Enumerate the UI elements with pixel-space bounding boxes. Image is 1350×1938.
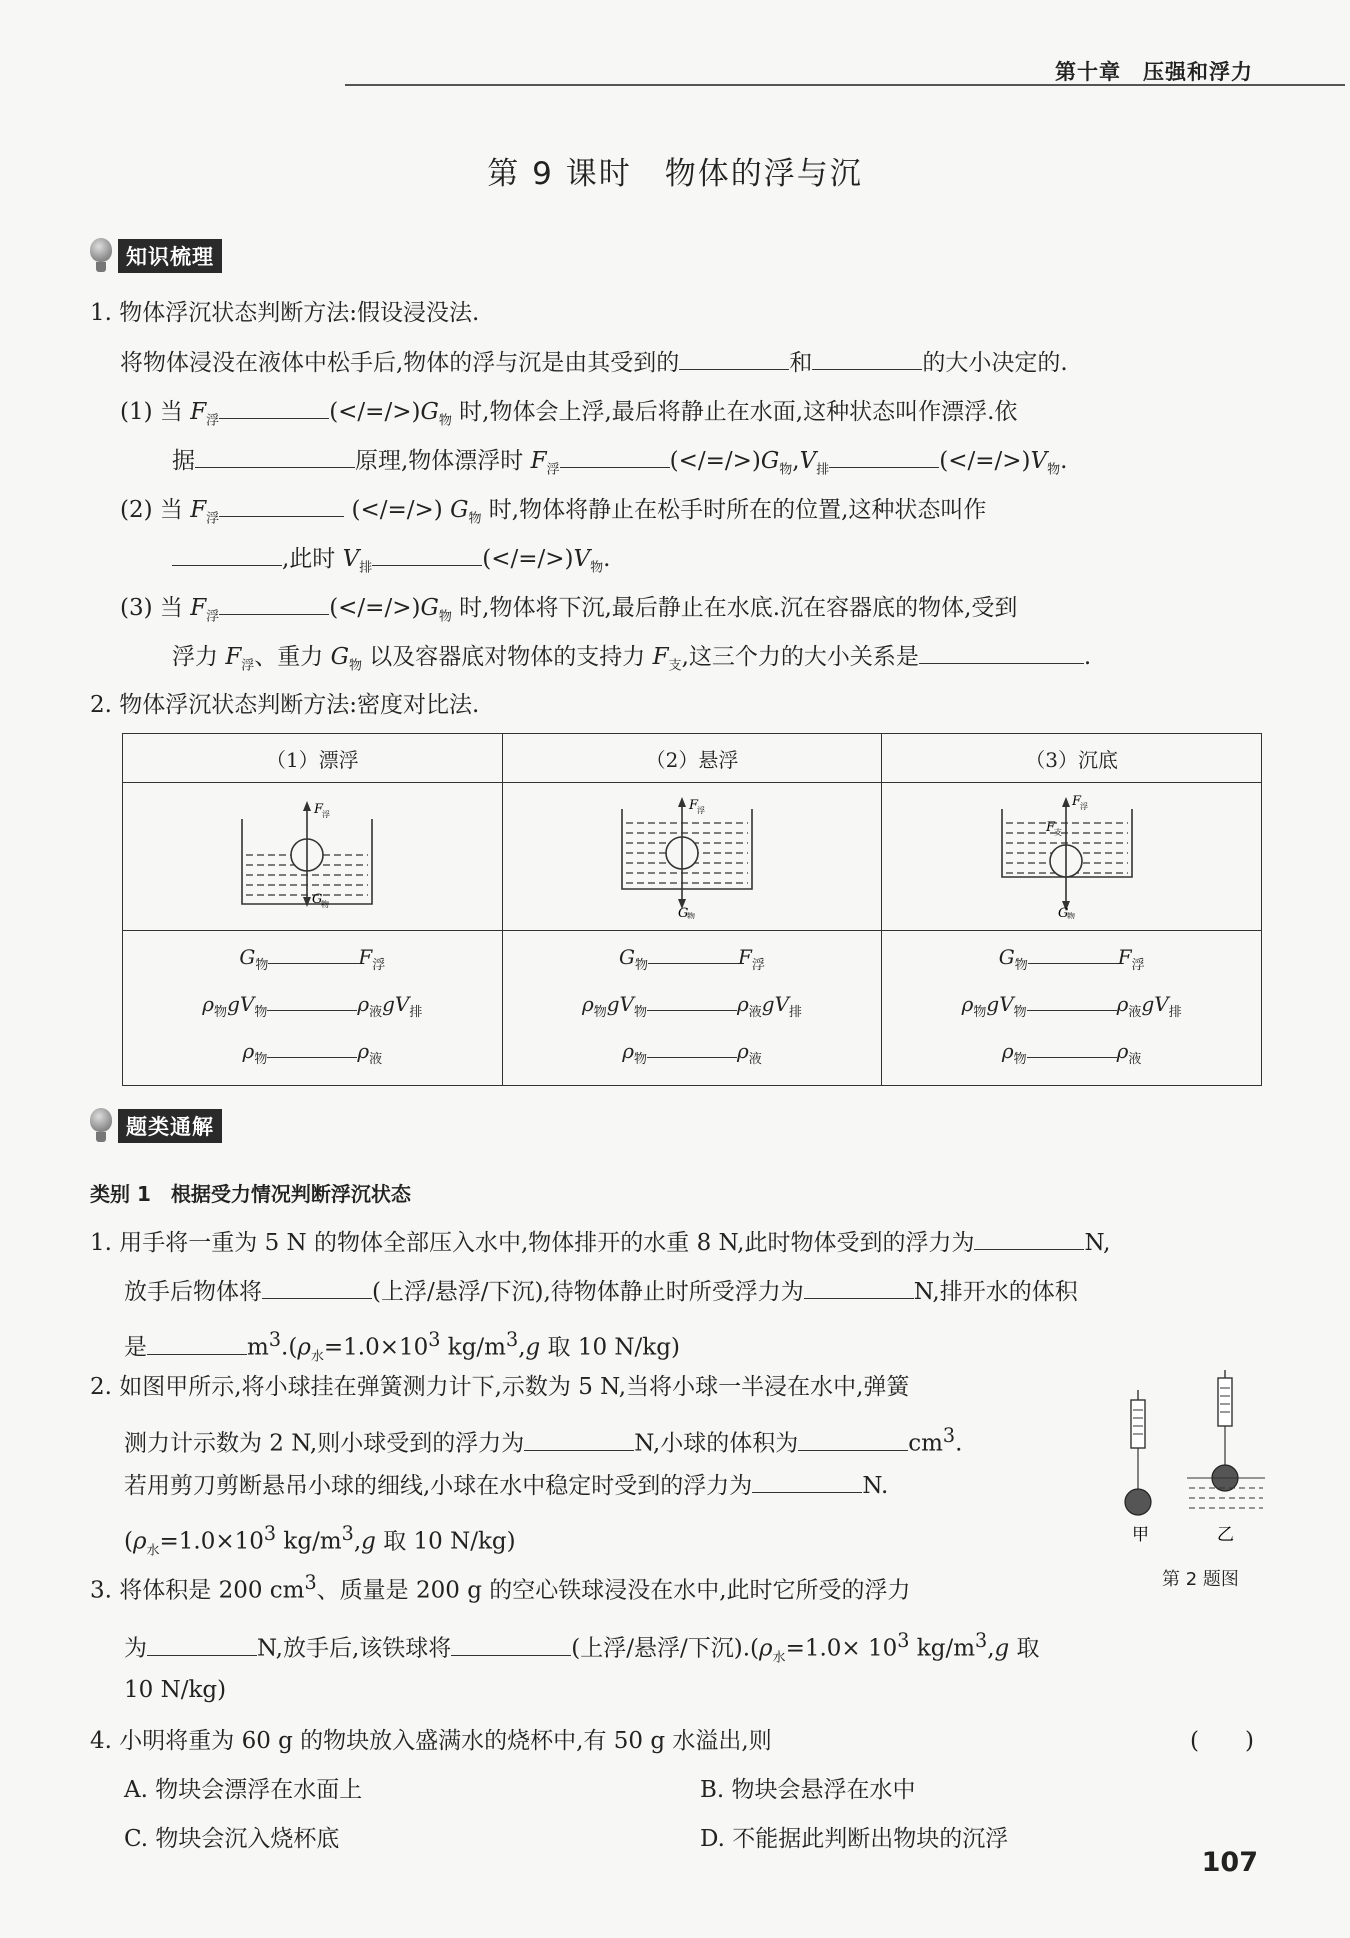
section-label: 知识梳理 [118,239,222,273]
q2-line2: 测力计示数为 2 N,则小球受到的浮力为 N,小球的体积为 $cm^3$. [124,1424,963,1457]
item-1-2-a: (2) 当 $F_浮$ (</=/>) $G_物$ 时,物体将静止在松手时所在的位置,这种状态叫作 [120,494,986,535]
page-number: 107 [1201,1847,1258,1878]
gravity-sub-label: 物 [321,900,330,909]
q4-option-b[interactable]: B. 物块会悬浮在水中 [700,1777,916,1803]
relations-floating: $G_物$ $F_浮$ $\rho_物gV_物$ $\rho_液gV_排$ $\rho_物$ $\rho_液$ [123,931,503,1086]
support-sub-label: 支 [1053,828,1062,837]
buoyancy-sub-label: 浮 [1079,802,1088,811]
header-sunk: （3）沉底 [882,734,1262,783]
buoyancy-label: F [688,798,699,813]
lightbulb-icon [90,1108,112,1144]
float-sink-table [122,733,1262,1086]
item-1-heading: 1. 物体浮沉状态判断方法:假设浸没法. [90,300,480,326]
q2-line4: ($\rho_水=1.0\times 10^3$ $kg/m^3,g$ 取 10 N/kg) [124,1522,516,1559]
gravity-label: G [1057,906,1069,919]
buoyancy-sub-label: 浮 [696,806,705,815]
q2-line3: 若用剪刀剪断悬吊小球的细线,小球在水中稳定时受到的浮力为 N. [124,1470,888,1501]
floating-diagram [232,789,392,919]
support-label: F [1045,820,1055,835]
section-heading-problems [90,1110,222,1142]
q4-stem: 4. 小明将重为 60 g 的物块放入盛满水的烧杯中,有 50 g 水溢出,则 [90,1728,772,1754]
diagram-floating-cell [123,783,503,931]
item-2-heading: 2. 物体浮沉状态判断方法:密度对比法. [90,692,480,718]
buoyancy-label: F [1071,794,1081,809]
q1-line2: 放手后物体将 (上浮/悬浮/下沉),待物体静止时所受浮力为 N,排开水的体积 [124,1276,1078,1307]
diagram-suspended-cell [502,783,882,931]
item-1-3-a: (3) 当 $F_浮$ $(</=/>)G_物$ 时,物体将下沉,最后静止在水底.沉在容器底的物体,受到 [120,592,1017,633]
chapter-header: 第十章 压强和浮力 [1055,60,1253,84]
label-yi: 乙 [1217,1525,1234,1545]
header-floating: （1）漂浮 [123,734,503,783]
spring-scale-jia [1125,1390,1151,1515]
gravity-sub-label: 物 [686,912,695,919]
spring-scale-yi [1187,1370,1265,1508]
q1-line3: 是 $m^3.(\rho_水=1.0\times 10^3$ $kg/m^3,g$ 取 10 N/kg) [124,1328,680,1365]
section-heading-knowledge [90,240,222,272]
buoyancy-label: F [314,802,324,817]
q3-line1: 3. 将体积是 200 $cm^3$、质量是 200 g 的空心铁球浸没在水中,此时它所受的浮力 [90,1571,911,1604]
item-1-1-b: 据 原理,物体漂浮时 $F_浮$ $(</=/>)G_物,V_排$ $(</=/>)V_物$. [172,445,1067,486]
relations-sunk: $G_物$ $F_浮$ $\rho_物gV_物$ $\rho_液gV_排$ $\rho_物$ $\rho_液$ [882,931,1262,1086]
q4-option-a[interactable]: A. 物块会漂浮在水面上 [124,1777,363,1803]
gravity-label: G [677,906,689,919]
gravity-sub-label: 物 [1066,912,1075,919]
q1-line1: 1. 用手将一重为 5 N 的物体全部压入水中,物体排开的水重 8 N,此时物体受到的浮力为 N, [90,1227,1110,1258]
q3-line2: 为 N,放手后,该铁球将 (上浮/悬浮/下沉)$.(\rho_水=1.0\times 10^3$ $kg/m^3,g$ 取 [124,1629,1040,1666]
category-heading: 类别 1 根据受力情况判断浮沉状态 [90,1182,411,1206]
q4-option-c[interactable]: C. 物块会沉入烧杯底 [124,1826,340,1852]
q2-figure [1115,1368,1275,1558]
q4-option-d[interactable]: D. 不能据此判断出物块的沉浮 [700,1826,1009,1852]
relations-suspended: $G_物$ $F_浮$ $\rho_物gV_物$ $\rho_液gV_排$ $\rho_物$ $\rho_液$ [502,931,882,1086]
suspended-diagram [612,789,772,919]
header-suspended: （2）悬浮 [502,734,882,783]
q3-line3: 10 N/kg) [124,1677,227,1703]
buoyancy-sub-label: 浮 [322,810,331,819]
item-1-3-b: 浮力 $F_浮$、重力 $G_物$ 以及容器底对物体的支持力 $F_支$,这三个力的大小关系是 . [172,641,1091,682]
q4-answer-bracket[interactable]: ( ) [1190,1728,1254,1754]
gravity-label: G [312,892,323,907]
item-1-text: 将物体浸没在液体中松手后,物体的浮与沉是由其受到的 和 的大小决定的. [120,347,1068,378]
label-jia: 甲 [1132,1525,1149,1545]
section-label: 题类通解 [118,1109,222,1143]
figure-caption: 第 2 题图 [1162,1569,1239,1590]
diagram-sunk-cell [882,783,1262,931]
sunk-diagram [992,789,1152,919]
item-1-1-a: (1) 当 $F_浮$ $(</=/>)G_物$ 时,物体会上浮,最后将静止在水面,这种状态叫作漂浮.依 [120,396,1017,437]
lightbulb-icon [90,238,112,274]
item-1-2-b: ,此时 $V_排$ $(</=/>)V_物$. [172,543,610,584]
q2-line1: 2. 如图甲所示,将小球挂在弹簧测力计下,示数为 5 N,当将小球一半浸在水中,弹簧 [90,1374,910,1400]
page-title: 第 9 课时 物体的浮与沉 [487,156,863,192]
header-rule [345,84,1345,86]
